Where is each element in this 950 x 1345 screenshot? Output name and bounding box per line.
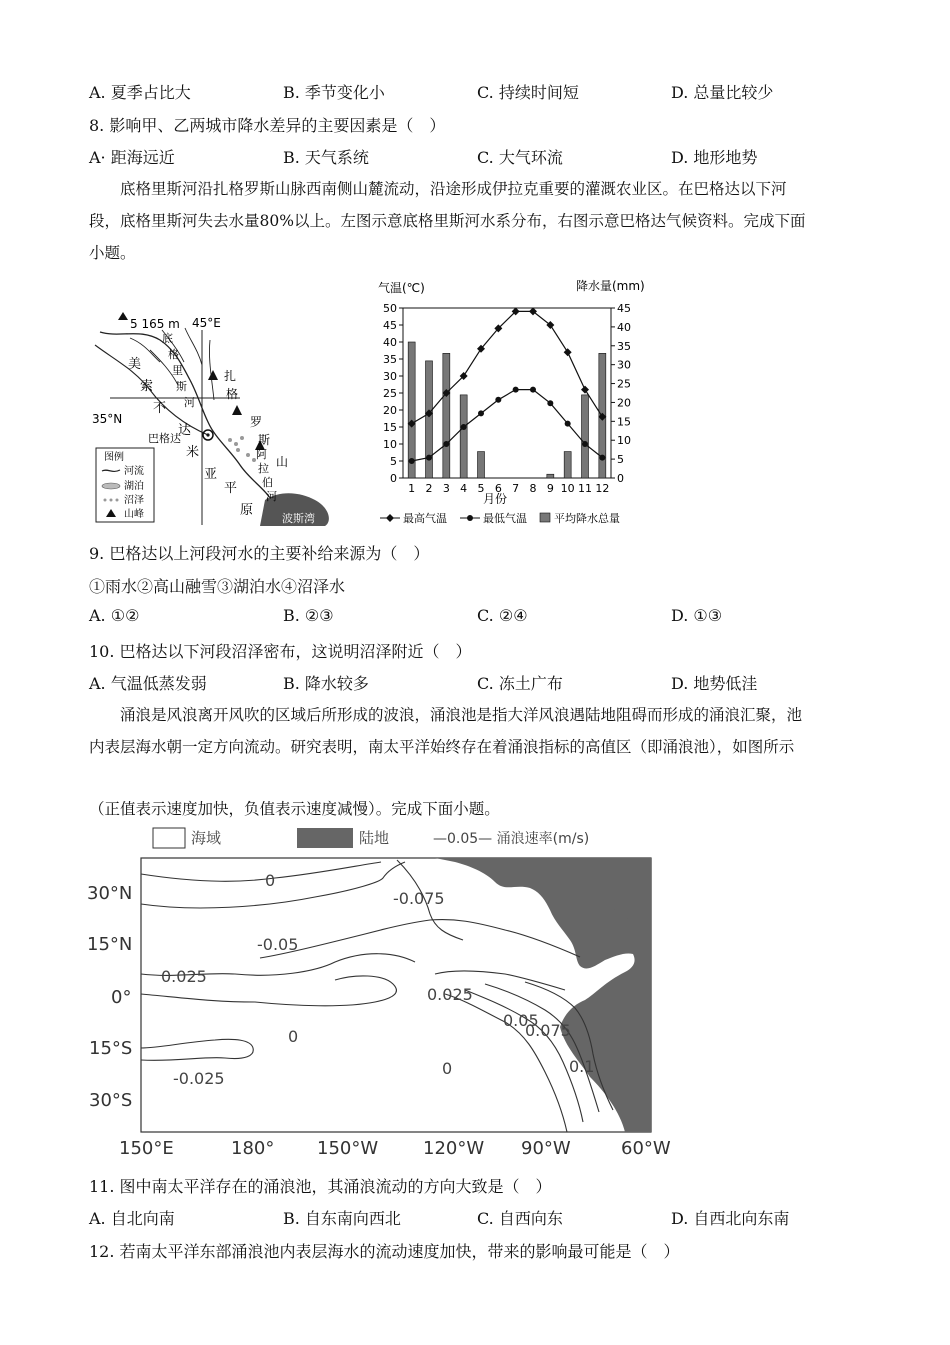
precip-bar xyxy=(443,353,450,478)
q8-options xyxy=(89,145,869,167)
right-tick-label: 40 xyxy=(617,320,631,334)
x-tick-label: 8 xyxy=(529,482,537,495)
legend-min-temp-marker xyxy=(467,515,473,521)
legend-precip: 平均降水总量 xyxy=(554,512,620,525)
legend-lake-icon xyxy=(102,483,120,489)
min-temp-point xyxy=(461,424,467,430)
svg-text:底: 底 xyxy=(162,332,173,345)
min-temp-point xyxy=(599,455,605,461)
svg-text:斯: 斯 xyxy=(176,380,187,393)
chart-legend xyxy=(380,511,620,525)
left-axis-title: 气温(℃) xyxy=(378,281,425,295)
left-tick-label: 10 xyxy=(383,438,397,451)
marsh-area xyxy=(228,436,256,462)
q8-stem: 8. 影响甲、乙两城市降水差异的主要因素是（ ） xyxy=(89,116,446,135)
peak-label: 5 165 m xyxy=(130,317,180,331)
q10-option-d[interactable]: D. 地势低洼 xyxy=(671,674,758,693)
peak-icon xyxy=(118,312,128,320)
svg-text:格: 格 xyxy=(168,348,179,361)
min-temp-point xyxy=(478,410,484,416)
svg-text:阿: 阿 xyxy=(256,448,267,461)
min-temp-point xyxy=(495,397,501,403)
min-temp-point xyxy=(443,441,449,447)
svg-text:沼泽: 沼泽 xyxy=(124,495,144,506)
svg-text:150°W: 150°W xyxy=(317,1138,379,1159)
svg-text:不: 不 xyxy=(153,401,167,416)
q11-option-d[interactable]: D. 自西北向东南 xyxy=(671,1209,790,1228)
legend-land-label: 陆地 xyxy=(359,829,390,847)
svg-text:-0.025: -0.025 xyxy=(173,1069,225,1088)
min-temp-point xyxy=(547,400,553,406)
q9-option-d[interactable]: D. ①③ xyxy=(671,606,723,625)
q7-option-d[interactable]: D. 总量比较少 xyxy=(671,83,774,102)
svg-text:0.1: 0.1 xyxy=(569,1057,595,1076)
legend-land-swatch xyxy=(297,828,353,848)
left-tick-label: 15 xyxy=(383,421,397,434)
precip-bar xyxy=(478,452,485,478)
passage-swell-line-2: 内表层海水朝一定方向流动。研究表明，南太平洋始终存在着涌浪指标的高值区（即涌浪池），如图所示 xyxy=(89,738,795,756)
svg-text:达: 达 xyxy=(178,423,192,438)
legend-marsh-icon xyxy=(104,499,119,502)
q10-stem: 10. 巴格达以下河段沼泽密布，这说明沼泽附近（ ） xyxy=(89,642,472,661)
svg-text:格: 格 xyxy=(226,387,239,401)
svg-text:30°N: 30°N xyxy=(87,883,133,904)
q7-option-b[interactable]: B. 季节变化小 xyxy=(283,83,385,102)
min-temp-point xyxy=(565,421,571,427)
passage-tigris xyxy=(89,173,861,269)
left-tick-label: 45 xyxy=(383,319,397,332)
latitude-labels xyxy=(87,883,132,1111)
svg-text:15°S: 15°S xyxy=(89,1038,133,1059)
legend-sea-swatch xyxy=(153,828,185,848)
svg-text:山: 山 xyxy=(276,455,289,469)
shatt-al-arab-label xyxy=(256,448,277,503)
precip-bar xyxy=(547,474,554,478)
svg-text:15°N: 15°N xyxy=(87,934,133,955)
max-temp-line xyxy=(412,311,603,423)
plot-frame xyxy=(403,308,611,478)
svg-text:30°S: 30°S xyxy=(89,1090,133,1111)
x-tick-label: 2 xyxy=(425,482,433,495)
x-tick-label: 5 xyxy=(477,482,485,495)
svg-text:拉: 拉 xyxy=(258,462,269,475)
right-tick-label: 30 xyxy=(617,358,631,372)
svg-text:0.075: 0.075 xyxy=(525,1021,571,1040)
precip-bar xyxy=(582,395,589,478)
svg-text:原: 原 xyxy=(240,503,254,518)
passage-swell xyxy=(89,699,861,825)
svg-text:图例: 图例 xyxy=(104,452,124,463)
x-tick-label: 7 xyxy=(512,482,520,495)
svg-text:索: 索 xyxy=(140,379,154,394)
svg-text:伯: 伯 xyxy=(262,476,273,489)
min-temp-point xyxy=(530,387,536,393)
q11-option-b[interactable]: B. 自东南向西北 xyxy=(283,1209,401,1228)
right-tick-label: 35 xyxy=(617,339,631,353)
baghdad-climate-chart xyxy=(370,278,655,528)
q9-sub: ①雨水②高山融雪③湖泊水④沼泽水 xyxy=(89,577,346,596)
q8-option-a[interactable]: A· 距海远近 xyxy=(89,148,175,167)
svg-text:-0.075: -0.075 xyxy=(393,889,445,908)
q9-option-b[interactable]: B. ②③ xyxy=(283,606,334,625)
x-tick-label: 4 xyxy=(460,482,468,495)
svg-text:60°W: 60°W xyxy=(621,1138,671,1159)
q11-option-c[interactable]: C. 自西向东 xyxy=(477,1209,563,1228)
min-temp-point xyxy=(409,458,415,464)
q8-option-b[interactable]: B. 天气系统 xyxy=(283,148,369,167)
left-tick-label: 40 xyxy=(383,336,397,349)
q9-options xyxy=(89,606,869,628)
passage-swell-line-1: 涌浪是风浪离开风吹的区域后所形成的波浪，涌浪池是指大洋风浪遇陆地阻碍而形成的涌浪汇聚，池 xyxy=(120,706,803,724)
q8-option-d[interactable]: D. 地形地势 xyxy=(671,148,758,167)
x-tick-label: 1 xyxy=(408,482,416,495)
q11-options xyxy=(89,1206,869,1228)
left-tick-label: 50 xyxy=(383,302,397,315)
x-axis-title: 月份 xyxy=(483,492,508,506)
q7-options xyxy=(89,80,869,102)
right-tick-label: 10 xyxy=(617,434,631,448)
left-tick-label: 5 xyxy=(390,455,397,468)
svg-text:斯: 斯 xyxy=(258,433,271,447)
svg-text:平: 平 xyxy=(224,481,238,496)
svg-text:120°W: 120°W xyxy=(423,1138,485,1159)
svg-text:90°W: 90°W xyxy=(521,1138,571,1159)
mountain-peak-icons xyxy=(208,370,265,450)
passage-tigris-line-2: 段，底格里斯河失去水量80%以上。左图示意底格里斯河水系分布，右图示意巴格达气候资料。完成下面 xyxy=(89,212,806,230)
x-tick-label: 12 xyxy=(595,482,610,495)
right-tick-label: 15 xyxy=(617,415,631,429)
svg-text:0.05: 0.05 xyxy=(503,1011,539,1030)
svg-text:0°: 0° xyxy=(111,987,132,1008)
right-axis-title: 降水量(mm) xyxy=(576,279,645,293)
left-tick-label: 35 xyxy=(383,353,397,366)
svg-text:美: 美 xyxy=(128,357,142,372)
svg-text:0: 0 xyxy=(288,1027,299,1046)
right-tick-label: 45 xyxy=(617,302,631,315)
svg-text:河: 河 xyxy=(184,396,195,409)
q11-stem: 11. 图中南太平洋存在的涌浪池，其涌浪流动的方向大致是（ ） xyxy=(89,1177,552,1196)
legend-max-temp: 最高气温 xyxy=(403,512,447,525)
q7-option-c[interactable]: C. 持续时间短 xyxy=(477,83,579,102)
q11-option-a[interactable]: A. 自北向南 xyxy=(89,1209,175,1228)
parallel-label: 35°N xyxy=(92,412,123,426)
q10-options xyxy=(89,671,869,693)
q8-option-c[interactable]: C. 大气环流 xyxy=(477,148,563,167)
passage-tigris-line-1: 底格里斯河沿扎格罗斯山脉西南侧山麓流动，沿途形成伊拉克重要的灌溉农业区。在巴格达以下河 xyxy=(120,180,787,198)
svg-text:0.025: 0.025 xyxy=(161,967,207,986)
x-tick-label: 10 xyxy=(560,482,575,495)
svg-text:0: 0 xyxy=(265,871,276,890)
min-temp-point xyxy=(426,455,432,461)
swell-pool-map xyxy=(85,822,685,1162)
svg-text:150°E: 150°E xyxy=(119,1138,174,1159)
passage-tigris-line-3: 小题。 xyxy=(89,244,136,262)
svg-text:0: 0 xyxy=(442,1059,453,1078)
baghdad-label: 巴格达 xyxy=(148,432,181,445)
svg-text:河流: 河流 xyxy=(124,466,144,477)
q7-option-a[interactable]: A. 夏季占比大 xyxy=(89,83,191,102)
svg-text:河: 河 xyxy=(266,490,277,503)
q12-stem: 12. 若南太平洋东部涌浪池内表层海水的流动速度加快，带来的影响最可能是（ ） xyxy=(89,1242,680,1261)
max-temp-point xyxy=(581,386,589,394)
left-tick-label: 30 xyxy=(383,370,397,383)
svg-text:里: 里 xyxy=(172,364,183,377)
tigris-river-map xyxy=(90,310,335,528)
precip-bar xyxy=(460,395,467,478)
svg-text:180°: 180° xyxy=(231,1138,275,1159)
legend-contour-label: —0.05— 涌浪速率(m/s) xyxy=(433,831,590,847)
precip-bar xyxy=(408,342,415,478)
max-temp-point xyxy=(564,348,572,356)
passage-swell-line-3: （正值表示速度加快，负值表示速度减慢）。完成下面小题。 xyxy=(89,800,500,818)
meridian-label: 45°E xyxy=(192,316,221,330)
min-temp-point xyxy=(513,387,519,393)
legend-precip-marker xyxy=(540,513,550,522)
min-temp-point xyxy=(582,441,588,447)
swell-map-legend xyxy=(153,828,589,848)
legend-min-temp: 最低气温 xyxy=(483,512,527,525)
precip-bar xyxy=(564,452,571,478)
right-tick-label: 25 xyxy=(617,377,631,391)
x-tick-label: 11 xyxy=(578,482,592,495)
q9-option-c[interactable]: C. ②④ xyxy=(477,606,528,625)
svg-text:0.025: 0.025 xyxy=(427,985,473,1004)
longitude-labels xyxy=(119,1138,671,1159)
x-tick-label: 6 xyxy=(494,482,502,495)
svg-text:米: 米 xyxy=(186,445,200,460)
gulf-label: 波斯湾 xyxy=(282,512,315,525)
right-tick-label: 0 xyxy=(617,472,624,485)
svg-text:-0.05: -0.05 xyxy=(257,935,299,954)
q9-option-a[interactable]: A. ①② xyxy=(89,606,140,625)
x-tick-label: 3 xyxy=(442,482,450,495)
q10-option-b[interactable]: B. 降水较多 xyxy=(283,674,369,693)
right-tick-label: 20 xyxy=(617,396,631,410)
q10-option-a[interactable]: A. 气温低蒸发弱 xyxy=(89,674,207,693)
svg-text:扎: 扎 xyxy=(224,369,237,383)
tigris-label xyxy=(162,331,195,409)
svg-text:亚: 亚 xyxy=(204,467,218,482)
svg-text:罗: 罗 xyxy=(250,415,263,429)
q9-stem: 9. 巴格达以上河段河水的主要补给来源为（ ） xyxy=(89,544,430,563)
x-tick-label: 9 xyxy=(546,482,554,495)
left-tick-label: 20 xyxy=(383,404,397,417)
river-map-legend xyxy=(96,448,154,522)
svg-text:湖泊: 湖泊 xyxy=(124,481,144,492)
left-tick-label: 0 xyxy=(390,472,397,485)
legend-max-temp-marker xyxy=(386,514,394,522)
svg-text:山峰: 山峰 xyxy=(124,509,144,520)
left-tick-label: 25 xyxy=(383,387,397,400)
q10-option-c[interactable]: C. 冻土广布 xyxy=(477,674,563,693)
legend-sea-label: 海域 xyxy=(191,829,222,847)
right-tick-label: 5 xyxy=(617,453,624,467)
